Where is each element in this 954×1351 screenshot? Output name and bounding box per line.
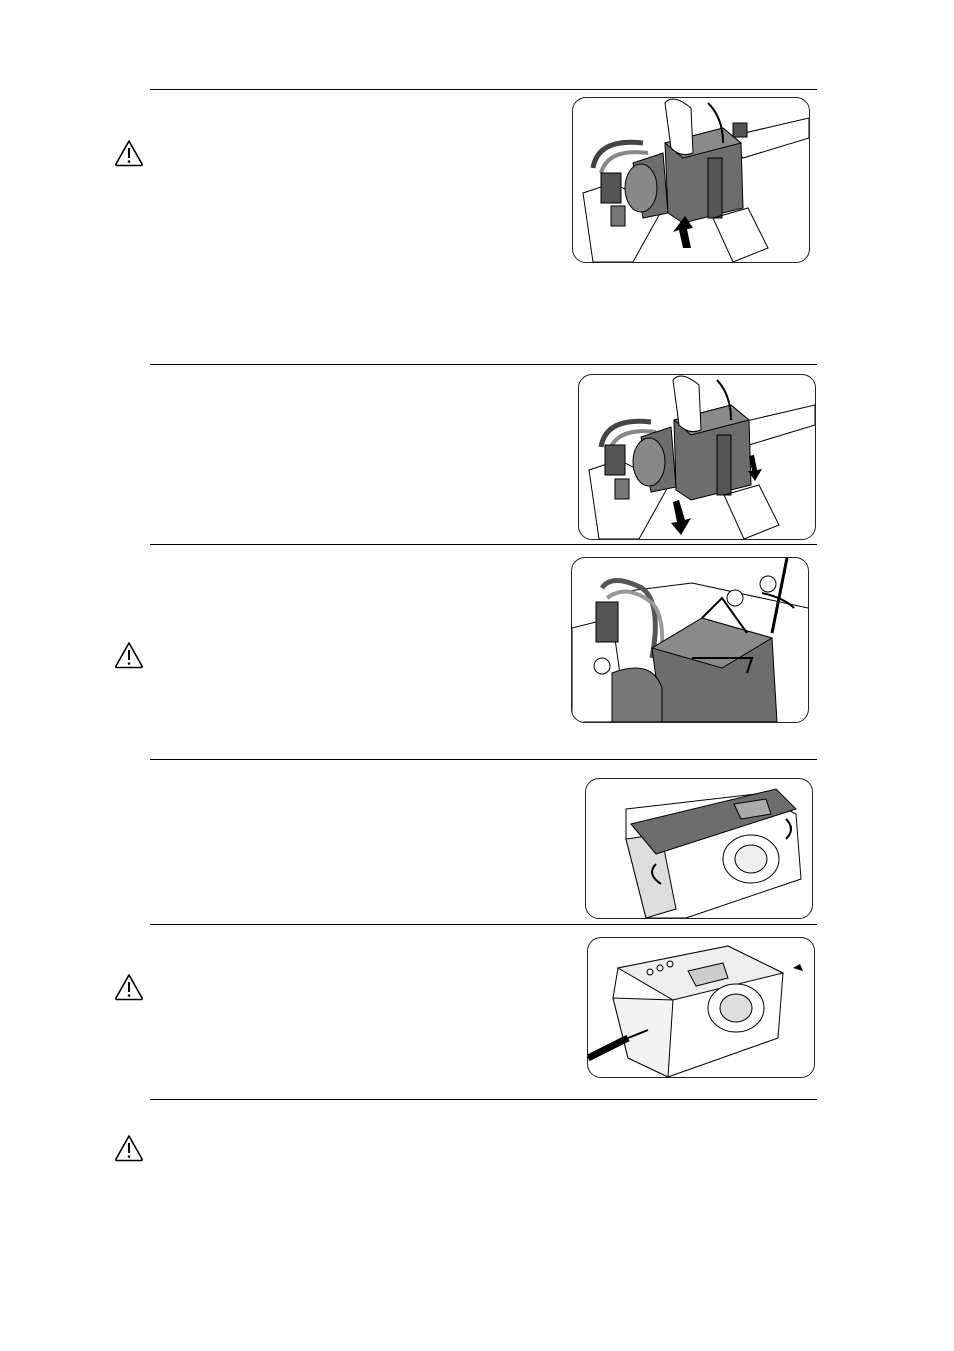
section-divider xyxy=(150,759,817,760)
section-divider xyxy=(150,89,817,90)
caution-icon xyxy=(114,973,144,1001)
caution-icon xyxy=(114,139,144,167)
lamp-push-down-illustration xyxy=(578,374,816,540)
caution-icon xyxy=(114,641,144,669)
cover-screw-illustration xyxy=(587,937,815,1078)
caution-icon xyxy=(114,1134,144,1162)
section-divider xyxy=(150,544,817,545)
section-divider xyxy=(150,1099,817,1100)
section-divider xyxy=(150,924,817,925)
section-divider xyxy=(150,364,817,365)
lamp-screw-connector-illustration xyxy=(571,557,809,723)
lamp-cover-replace-illustration xyxy=(585,778,813,919)
lamp-insert-illustration xyxy=(572,97,810,263)
